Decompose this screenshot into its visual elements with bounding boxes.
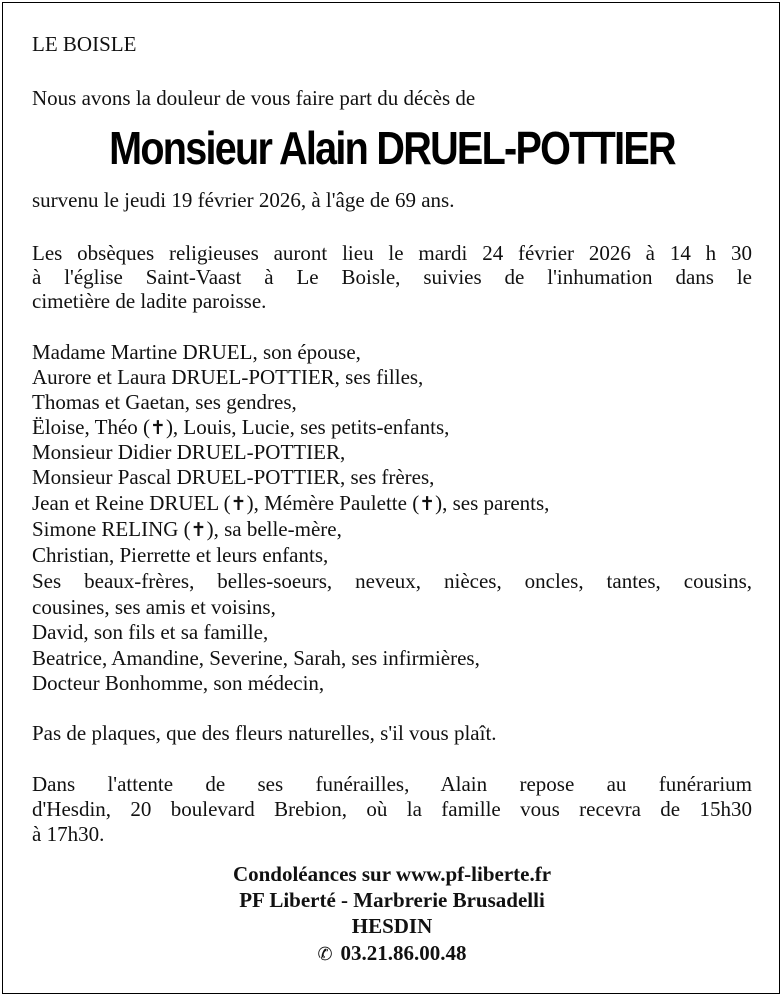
funeral-line-2: à l'église Saint-Vaast à Le Boisle, suivies de l'inhumation dans le (32, 265, 752, 289)
family-line (32, 517, 342, 542)
family-line: Madame Martine DRUEL, son épouse, (32, 340, 361, 364)
family-text: ), Louis, Lucie, ses petits-enfants, (165, 415, 450, 439)
phone-icon: ✆ (317, 944, 333, 965)
family-line: Docteur Bonhomme, son médecin, (32, 671, 325, 695)
family-line: Ses beaux-frères, belles-soeurs, neveux, nièces, oncles, tantes, cousins, (32, 569, 752, 593)
family-line: Beatrice, Amandine, Severine, Sarah, ses infirmières, (32, 646, 480, 670)
cross-icon: ✝ (419, 493, 436, 515)
family-line: David, son fils et sa famille, (32, 620, 269, 644)
cross-icon: ✝ (190, 519, 207, 541)
family-line: Christian, Pierrette et leurs enfants, (32, 543, 329, 567)
company-name: PF Liberté - Marbrerie Brusadelli (239, 888, 545, 912)
visitation-line-2: d'Hesdin, 20 boulevard Brebion, où la famille vous recevra de 15h30 (32, 797, 752, 821)
family-text: Simone RELING ( (32, 517, 191, 541)
cross-icon: ✝ (150, 417, 166, 439)
location-heading: LE BOISLE (32, 32, 137, 56)
family-text: Ëloise, Théo ( (32, 415, 151, 439)
cross-icon: ✝ (230, 493, 247, 515)
visitation-line-1: Dans l'attente de ses funérailles, Alain repose au funérarium (32, 772, 752, 796)
company-city: HESDIN (351, 914, 433, 938)
family-line (32, 491, 549, 516)
visitation-line-3: à 17h30. (32, 822, 105, 846)
family-text: ), sa belle-mère, (206, 517, 342, 541)
family-line: Monsieur Pascal DRUEL-POTTIER, ses frères, (32, 465, 435, 489)
family-line: cousines, ses amis et voisins, (32, 595, 276, 619)
condolences-line: Condoléances sur www.pf-liberte.fr (232, 862, 552, 886)
intro-text: Nous avons la douleur de vous faire part du décès de (32, 86, 476, 110)
phone-line (32, 940, 752, 968)
deceased-name: Monsieur Alain DRUEL-POTTIER (109, 122, 675, 174)
family-line (32, 415, 449, 440)
family-text: ), Mémère Paulette ( (246, 491, 420, 515)
death-notice: survenu le jeudi 19 février 2026, à l'âge de 69 ans. (32, 188, 455, 212)
family-line: Aurore et Laura DRUEL-POTTIER, ses filles, (32, 365, 424, 389)
funeral-line-1: Les obsèques religieuses auront lieu le mardi 24 février 2026 à 14 h 30 (32, 241, 752, 265)
family-line: Thomas et Gaetan, ses gendres, (32, 390, 297, 414)
family-line: Monsieur Didier DRUEL-POTTIER, (32, 440, 346, 464)
family-text: ), ses parents, (435, 491, 550, 515)
phone-number: 03.21.86.00.48 (340, 941, 467, 965)
flowers-note: Pas de plaques, que des fleurs naturelles, s'il vous plaît. (32, 721, 497, 745)
funeral-line-3: cimetière de ladite paroisse. (32, 289, 267, 313)
family-text: Jean et Reine DRUEL ( (32, 491, 231, 515)
